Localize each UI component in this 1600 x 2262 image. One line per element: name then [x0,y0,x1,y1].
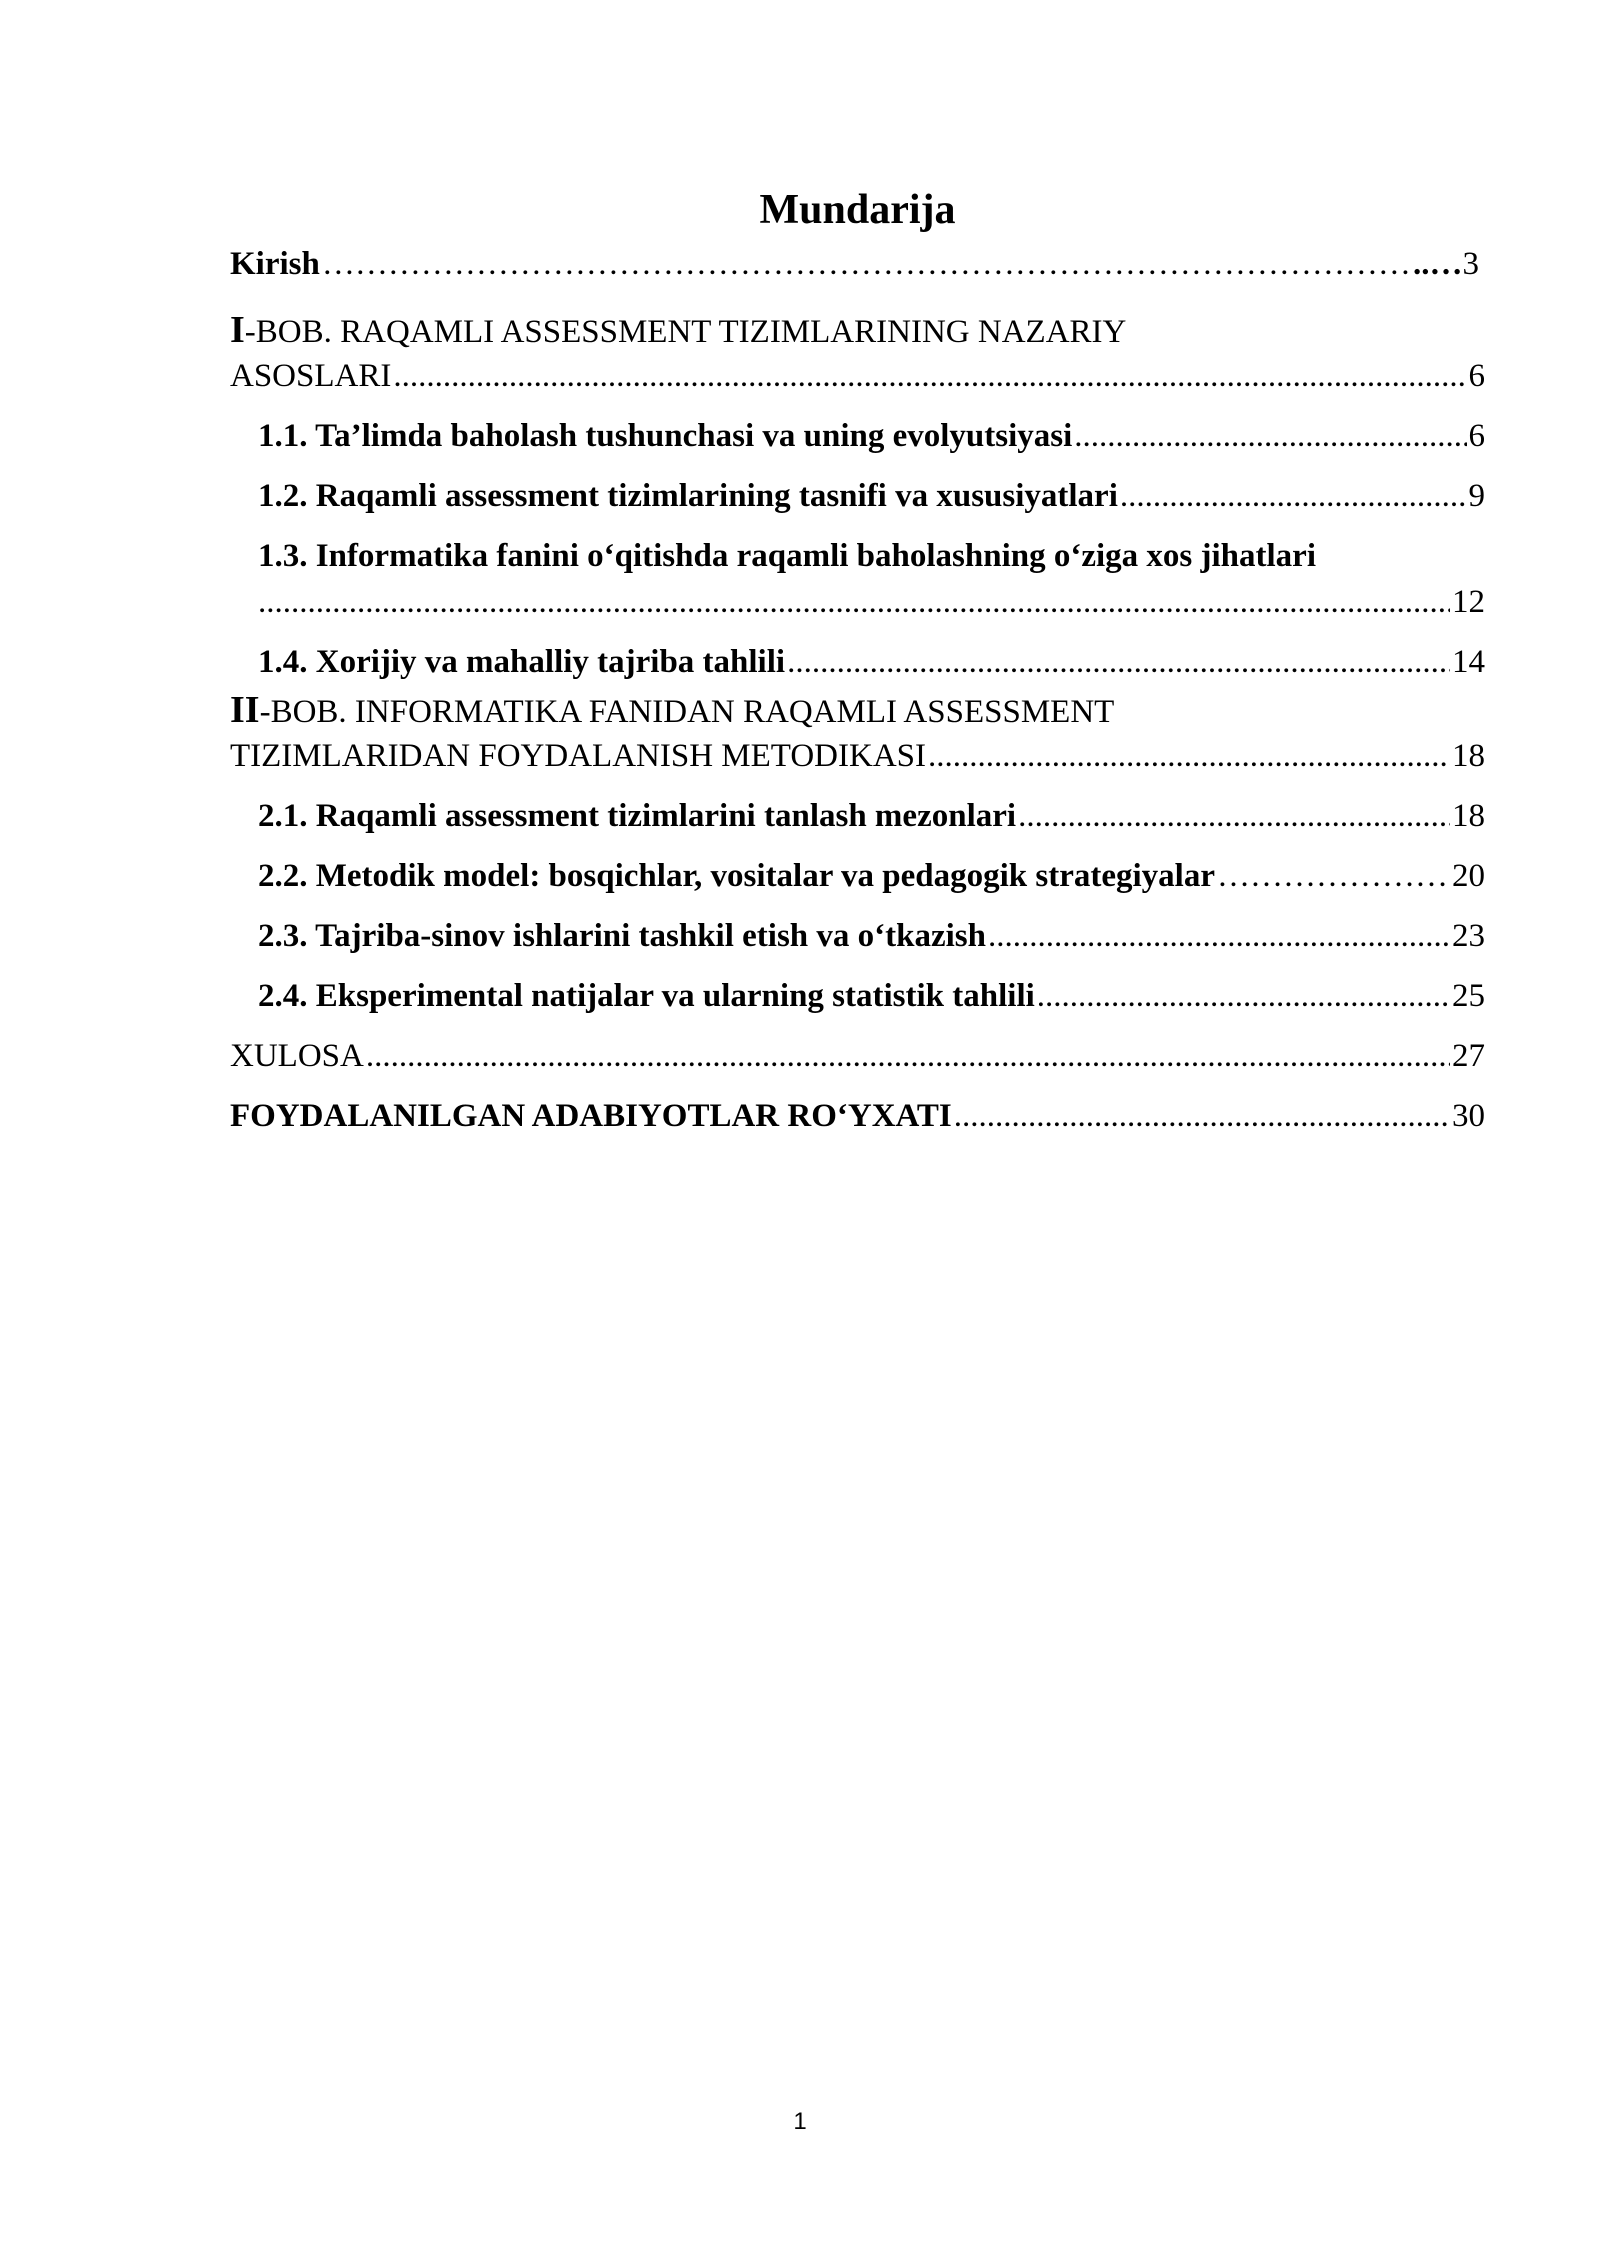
toc-page-number: 9 [1468,478,1485,514]
toc-entry-2-3[interactable] [230,914,1485,958]
toc-page-number: 30 [1452,1098,1485,1134]
toc-entry-2-2[interactable] [230,854,1485,898]
toc-page-number: 18 [1452,798,1485,834]
toc-entry-adabiyotlar[interactable] [230,1094,1485,1138]
toc-entry-1-4[interactable] [230,640,1485,684]
toc-page-number: 18 [1452,738,1485,774]
toc-label: 2.4. Eksperimental natijalar va ularning statistik tahlili [258,978,1035,1014]
dot-leader [1018,794,1450,838]
toc-label: Kirish [230,246,320,282]
page-title: Mundarija [759,187,956,233]
toc-label: 2.3. Tajriba-sinov ishlarini tashkil etish va o‘tkazish [258,918,986,954]
chapter-title-line-1: -BOB. RAQAMLI ASSESSMENT TIZIMLARINING NAZARIY [244,314,1127,350]
toc-page-number: 6 [1468,358,1485,394]
dot-leader [1217,854,1450,898]
toc-entry-1-3[interactable] [230,534,1485,624]
toc-page-number: 14 [1452,644,1485,680]
dot-leader [787,640,1450,684]
dot-leader [988,914,1450,958]
toc-label: 2.1. Raqamli assessment tizimlarini tanlash mezonlari [258,798,1017,834]
toc-page-number: 12 [1452,584,1485,620]
toc-entry-2-4[interactable] [230,974,1485,1018]
toc-entry-chapter-1[interactable] [230,308,1485,398]
toc-label: 1.3. Informatika fanini o‘qitishda raqamli baholashning o‘ziga xos jihatlari [258,538,1316,574]
dot-leader [954,1094,1450,1138]
toc-page-number: 6 [1468,418,1485,454]
toc-page-number: 3 [1462,246,1479,282]
dot-leader [366,1034,1450,1078]
toc-page-number: 23 [1452,918,1485,954]
toc-label: XULOSA [230,1038,364,1074]
toc-label: 1.2. Raqamli assessment tizimlarining tasnifi va xususiyatlari [258,478,1118,514]
toc-page-number: 25 [1452,978,1485,1014]
dot-leader [928,734,1450,778]
toc-page-number: 27 [1452,1038,1485,1074]
table-of-contents [230,238,1485,1138]
dot-leader [1074,414,1466,458]
toc-entry-1-2[interactable] [230,474,1485,518]
chapter-numeral: I [230,309,245,351]
toc-label: FOYDALANILGAN ADABIYOTLAR RO‘YXATI [230,1098,952,1134]
toc-entry-xulosa[interactable] [230,1034,1485,1078]
toc-leader-tail: ..… [1413,246,1463,282]
toc-label: 1.4. Xorijiy va mahalliy tajriba tahlili [258,644,786,680]
chapter-title-line-2: TIZIMLARIDAN FOYDALANISH METODIKASI [230,738,927,774]
toc-label: 1.1. Ta’limda baholash tushunchasi va uning evolyutsiyasi [258,418,1073,454]
toc-label: 2.2. Metodik model: bosqichlar, vositalar va pedagogik strategiyalar [258,858,1215,894]
page-number-footer: 1 [793,2108,807,2135]
chapter-numeral: II [230,689,260,731]
chapter-title-line-1: -BOB. INFORMATIKA FANIDAN RAQAMLI ASSESSMENT [259,694,1115,730]
toc-entry-2-1[interactable] [230,794,1485,838]
dot-leader [258,580,1450,624]
dot-leader [322,242,1411,286]
dot-leader [1120,474,1467,518]
toc-entry-1-1[interactable] [230,414,1485,458]
dot-leader [393,354,1466,398]
toc-page-number: 20 [1452,858,1485,894]
dot-leader [1037,974,1450,1018]
toc-entry-kirish[interactable] [230,242,1485,286]
toc-entry-chapter-2[interactable] [230,688,1485,778]
chapter-title-line-2: ASOSLARI [230,358,392,394]
